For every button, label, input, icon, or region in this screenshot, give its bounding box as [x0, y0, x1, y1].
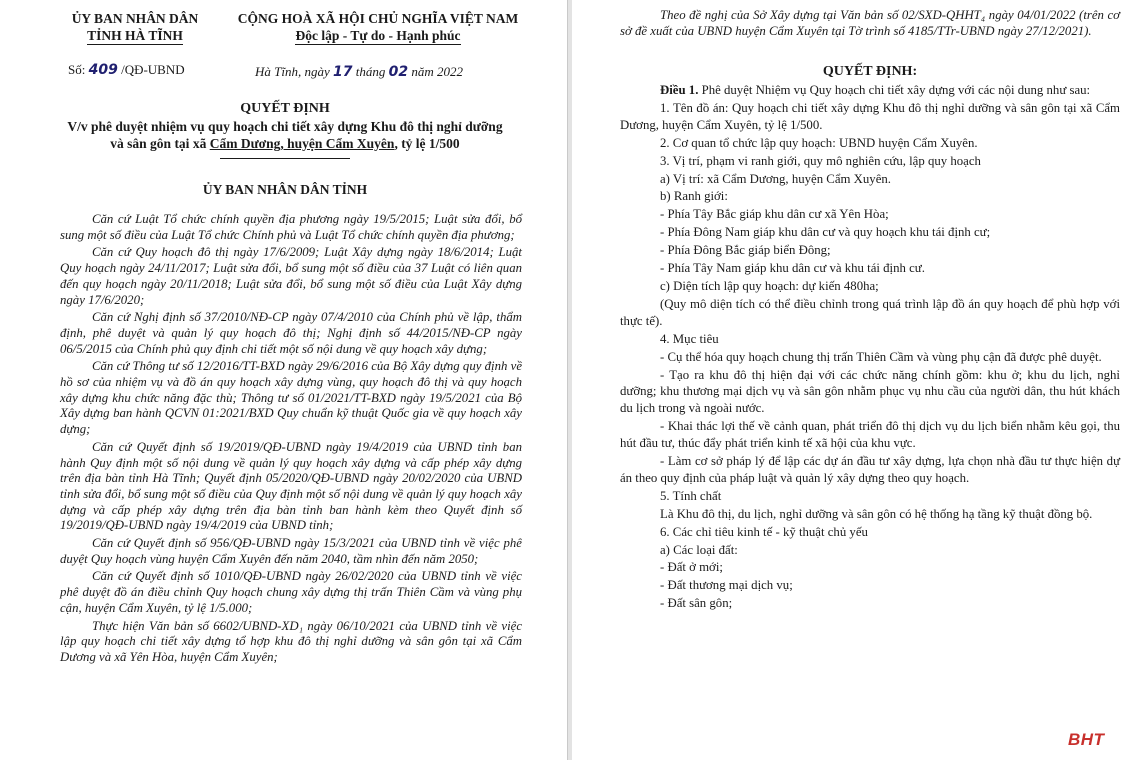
document-date [255, 64, 463, 80]
decision-item: - Phía Đông Bắc giáp biển Đông; [660, 243, 831, 258]
decision-item: c) Diện tích lập quy hoạch: dự kiến 480ha; [660, 278, 879, 293]
decision-item: 6. Các chỉ tiêu kinh tế - kỹ thuật chủ yếu [660, 524, 868, 539]
legal-basis-paragraph: Căn cứ Quyết định số 19/2019/QĐ-UBND ngày 19/4/2019 của UBND tỉnh ban hành Quy định một số nội dung về quản lý quy hoạch xây dựng và cấp phép xây dựng trên địa bàn tỉnh Hà Tĩnh; Quyết định 05/2020/QĐ-UBND ngày 20/02/2020 của UBND tỉnh sửa đổi, bổ sung một số điều của Quy định một số nội dung về quản lý quy hoạch xây dựng và cấp phép xây dựng trên địa bàn tỉnh ban hành kèm theo Quyết định số 19/2019/QĐ-UBND ngày 19/4/2019 của UBND tỉnh; [60, 439, 522, 533]
decision-body [620, 82, 1120, 613]
decision-item: - Làm cơ sở pháp lý để lập các dự án đầu tư xây dựng, lựa chọn nhà đầu tư thực hiện dự án theo quy định của pháp luật và quản lý xây dựng theo quy hoạch. [620, 454, 1120, 485]
article-1 [620, 82, 1120, 99]
legal-basis-paragraph: Thực hiện Văn bản số 6602/UBND-XD₁ ngày 06/10/2021 của UBND tỉnh về việc lập quy hoạch chi tiết xây dựng tổ hợp khu đô thị nghỉ dưỡng và sân gôn tại xã Cẩm Dương và xã Yên Hòa, huyện Cẩm Xuyên; [60, 618, 522, 664]
decision-item: - Phía Đông Nam giáp khu dân cư và quy hoạch khu tái định cư; [660, 225, 991, 240]
decision-item: 3. Vị trí, phạm vi ranh giới, quy mô nghiên cứu, lập quy hoạch [660, 153, 981, 168]
decision-item: a) Các loại đất: [660, 542, 738, 557]
decision-item: - Phía Tây Bắc giáp khu dân cư xã Yên Hòa; [660, 207, 889, 222]
decision-item: Là Khu đô thị, du lịch, nghỉ dưỡng và sân gôn có hệ thống hạ tầng kỹ thuật đồng bộ. [660, 506, 1093, 521]
decision-heading: QUYẾT ĐỊNH: [822, 64, 918, 79]
decision-item: b) Ranh giới: [660, 189, 728, 204]
publisher-watermark-logo: BHT [1068, 730, 1105, 749]
date-prefix: Hà Tĩnh, ngày [255, 64, 330, 79]
document-title [40, 100, 530, 159]
legal-basis [60, 212, 522, 668]
decision-item: - Đất thương mại dịch vụ; [660, 578, 793, 593]
title-heading: QUYẾT ĐỊNH [240, 101, 330, 116]
legal-basis-paragraph: Căn cứ Thông tư số 12/2016/TT-BXD ngày 29/6/2016 của Bộ Xây dựng quy định về hồ sơ của nhiệm vụ và đồ án quy hoạch xây dựng vùng, quy hoạch đô thị và quy hoạch xây dựng khu chức năng đặc thù; Thông tư số 01/2021/TT-BXD ngày 19/5/2021 của Bộ Xây dựng ban hành QCVN 01:2021/BXD Quy chuẩn kỹ thuật Quốc gia về quy hoạch xây dựng; [60, 359, 522, 437]
article-1-text: Phê duyệt Nhiệm vụ Quy hoạch chi tiết xây dựng với các nội dung như sau: [698, 83, 1091, 97]
decision-item: - Phía Tây Nam giáp khu dân cư và khu tái định cư. [660, 261, 925, 276]
date-month-handwritten: 02 [388, 64, 409, 80]
proposal-text: Theo đề nghị của Sở Xây dựng tại Văn bản số 02/SXD-QHHT₄ ngày 04/01/2022 (trên cơ sở đề xuất của UBND huyện Cẩm Xuyên tại Tờ trình số 4185/TTr-UBND ngày 27/12/2021). [620, 8, 1120, 38]
issuing-authority [60, 10, 210, 45]
issuer-heading: ỦY BAN NHÂN DÂN TỈNH [202, 182, 368, 197]
decision-item: 5. Tính chất [660, 488, 722, 503]
docno-prefix: Số: [68, 62, 86, 77]
title-subject-line-2 [40, 135, 530, 152]
decision-item: - Tạo ra khu đô thị hiện đại với các chức năng chính gồm: khu ở; khu du lịch, nghỉ dưỡng; khu thương mại dịch vụ và sân gôn nhằm phục vụ nhu cầu của người dân, thu hút khách du lịch trong và ngoài nước. [620, 367, 1120, 416]
date-suffix: năm 2022 [411, 64, 463, 79]
legal-basis-paragraph: Căn cứ Quy hoạch đô thị ngày 17/6/2009; Luật Xây dựng ngày 18/6/2014; Luật Quy hoạch ngày 24/11/2017; Luật sửa đổi, bổ sung một số điều của 37 Luật có liên quan đến quy hoạch ngày 20/11/2018; Luật sửa đổi, bổ sung một số điều của Luật Xây dựng ngày 17/6/2020; [60, 245, 522, 307]
date-day-handwritten: 17 [333, 64, 353, 80]
decision-item: 1. Tên đồ án: Quy hoạch chi tiết xây dựng Khu đô thị nghỉ dưỡng và sân gôn tại xã Cẩm Dương, huyện Cẩm Xuyên, tỷ lệ 1/500. [620, 100, 1120, 132]
legal-basis-paragraph: Căn cứ Nghị định số 37/2010/NĐ-CP ngày 07/4/2010 của Chính phủ về lập, thẩm định, phê duyệt và quản lý quy hoạch đô thị; Nghị định số 44/2015/NĐ-CP ngày 06/5/2015 của Chính phủ quy định chi tiết một số nội dung về quy hoạch xây dựng; [60, 310, 522, 356]
title-sub2-a: và sân gôn tại xã [110, 136, 210, 151]
authority-line-2: TỈNH HÀ TĨNH [87, 28, 183, 43]
docno-handwritten: 409 [88, 62, 118, 78]
motto: Độc lập - Tự do - Hạnh phúc [295, 28, 461, 43]
title-sub2-c: , tỷ lệ 1/500 [394, 136, 460, 151]
title-divider [220, 158, 350, 159]
legal-basis-paragraph: Căn cứ Luật Tổ chức chính quyền địa phương ngày 19/5/2015; Luật sửa đổi, bổ sung một số điều của Luật Tổ chức Chính phủ và Luật Tổ chức chính quyền địa phương; [60, 212, 522, 242]
decision-item: - Đất sân gôn; [660, 596, 733, 611]
decision-item: a) Vị trí: xã Cẩm Dương, huyện Cẩm Xuyên. [660, 171, 891, 186]
decision-item: - Cụ thể hóa quy hoạch chung thị trấn Thiên Cầm và vùng phụ cận đã được phê duyệt. [660, 349, 1102, 364]
title-sub2-b: Cẩm Dương, huyện Cẩm Xuyên [209, 136, 395, 151]
authority-line-1: ỦY BAN NHÂN DÂN [71, 11, 199, 26]
decision-item: 2. Cơ quan tổ chức lập quy hoạch: UBND huyện Cẩm Xuyên. [660, 135, 978, 150]
article-1-label: Điều 1. [660, 83, 699, 97]
docno-suffix: /QĐ-UBND [121, 62, 185, 77]
decision-item: - Khai thác lợi thế về cảnh quan, phát triển đô thị dịch vụ du lịch biển nhằm kêu gọi, thu hút đầu tư, thúc đẩy phát triển kinh tế xã hội của khu vực. [620, 419, 1120, 451]
legal-basis-paragraph: Căn cứ Quyết định số 956/QĐ-UBND ngày 15/3/2021 của UBND tỉnh về việc phê duyệt Quy hoạch vùng huyện Cẩm Xuyên đến năm 2040, tầm nhìn đến năm 2050; [60, 536, 522, 566]
decision-item: (Quy mô diện tích có thể điều chỉnh trong quá trình lập đồ án quy hoạch để phù hợp với thực tế). [620, 296, 1120, 328]
decision-item: 4. Mục tiêu [660, 331, 719, 346]
decision-item: - Đất ở mới; [660, 560, 723, 575]
proposal-paragraph [620, 8, 1120, 39]
left-page [0, 0, 568, 760]
title-subject-line-1: V/v phê duyệt nhiệm vụ quy hoạch chi tiết xây dựng Khu đô thị nghỉ dưỡng [67, 119, 503, 134]
country-name: CỘNG HOÀ XÃ HỘI CHỦ NGHĨA VIỆT NAM [237, 11, 519, 26]
national-motto [222, 10, 534, 45]
document-number [68, 62, 185, 78]
date-mid: tháng [355, 64, 386, 79]
legal-basis-paragraph: Căn cứ Quyết định số 1010/QĐ-UBND ngày 26/02/2020 của UBND tỉnh về việc phê duyệt đồ án điều chỉnh Quy hoạch chung xây dựng thị trấn Thiên Cầm và vùng phụ cận, huyện Cẩm Xuyên, tỷ lệ 1/5.000; [60, 569, 522, 615]
